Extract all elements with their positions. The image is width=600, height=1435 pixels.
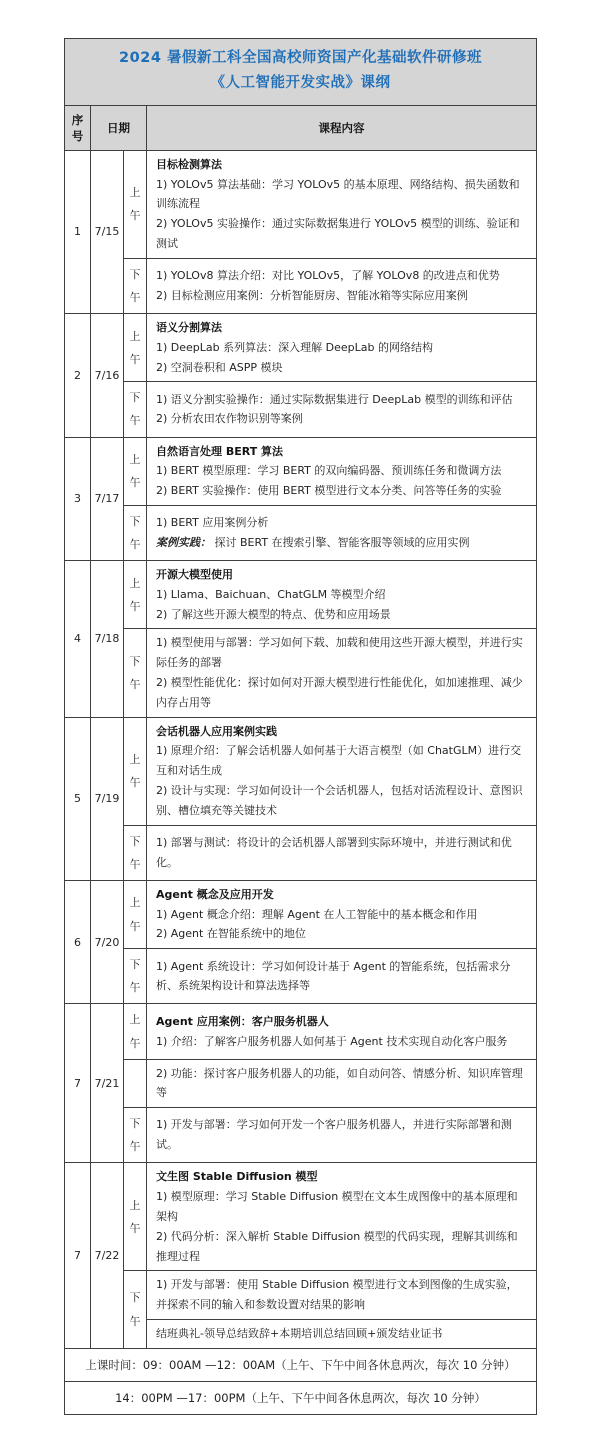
session-content-cell: [147, 949, 537, 1004]
session-content-cell: [147, 880, 537, 948]
schedule-subrow: [65, 505, 537, 560]
row-index-cell: 3: [65, 437, 91, 561]
session-am-label: 上 午: [124, 313, 147, 381]
session-content-cell: [147, 313, 537, 381]
schedule-body: [65, 39, 537, 1415]
session-am-label: 上 午: [124, 561, 147, 629]
session-item: 1) 介绍：了解客户服务机器人如何基于 Agent 技术实现自动化客户服务: [156, 1034, 508, 1048]
schedule-subrow: [65, 437, 537, 505]
schedule-subrow: [65, 629, 537, 717]
document-title-line2: 《人工智能开发实战》课纲: [210, 75, 391, 92]
session-pm-label: 下 午: [124, 505, 147, 560]
session-content-cell: [147, 437, 537, 505]
row-index-cell: 6: [65, 880, 91, 1004]
schedule-subrow: [65, 1059, 537, 1108]
session-am-label: 上 午: [124, 717, 147, 825]
document-title: [65, 39, 537, 106]
session-content-cell: [147, 382, 537, 437]
class-time-afternoon-text: 14：00PM —17：00PM（上午、下午中间各休息两次，每次 10 分钟）: [65, 1381, 537, 1414]
session-item: 1) BERT 模型原理：学习 BERT 的双向编码器、预训练任务和微调方法: [156, 464, 502, 478]
session-am-label: 上 午: [124, 150, 147, 258]
session-pm-label: 下 午: [124, 1271, 147, 1348]
session-title: 文生图 Stable Diffusion 模型: [156, 1170, 318, 1184]
session-item: 2) 了解这些开源大模型的特点、优势和应用场景: [156, 607, 391, 621]
session-title: 开源大模型使用: [156, 568, 233, 582]
schedule-subrow: [65, 382, 537, 437]
row-index-cell: 5: [65, 717, 91, 880]
session-pm-label: 下 午: [124, 258, 147, 313]
session-label-empty: [124, 1059, 147, 1108]
schedule-subrow: [65, 1108, 537, 1163]
session-item: 2) Agent 在智能系统中的地位: [156, 927, 306, 941]
class-time-row-morning: [65, 1348, 537, 1381]
date-cell: 7/21: [91, 1004, 124, 1163]
schedule-subrow: [65, 880, 537, 948]
schedule-subrow: [65, 561, 537, 629]
session-item: 2) 目标检测应用案例：分析智能厨房、智能冰箱等实际应用案例: [156, 288, 468, 302]
column-header-index: 序号: [65, 105, 91, 150]
session-item: 2) 空洞卷积和 ASPP 模块: [156, 360, 283, 374]
row-index-cell: 7: [65, 1163, 91, 1348]
session-title: Agent 应用案例：客户服务机器人: [156, 1014, 329, 1028]
session-item: 1) YOLOv8 算法介绍：对比 YOLOv5，了解 YOLOv8 的改进点和优势: [156, 269, 500, 283]
session-item: 1) 开发与部署：使用 Stable Diffusion 模型进行文本到图像的生成实验，并探索不同的输入和参数设置对结果的影响: [156, 1278, 518, 1312]
date-cell: 7/18: [91, 561, 124, 718]
session-title: Agent 概念及应用开发: [156, 887, 274, 901]
course-schedule-table: [64, 38, 537, 1415]
session-pm-label: 下 午: [124, 825, 147, 880]
column-header-date: 日期: [91, 105, 147, 150]
session-item: 1) DeepLab 系列算法：深入理解 DeepLab 的网络结构: [156, 340, 433, 354]
session-item: 1) 语义分割实验操作：通过实际数据集进行 DeepLab 模型的训练和评估: [156, 392, 513, 406]
row-index-cell: 2: [65, 313, 91, 437]
session-content-cell: [147, 1108, 537, 1163]
session-pm-label: 下 午: [124, 1108, 147, 1163]
session-item: 1) 原理介绍：了解会话机器人如何基于大语言模型（如 ChatGLM）进行交互和对话生成: [156, 744, 522, 778]
row-index-cell: 1: [65, 150, 91, 313]
schedule-subrow: [65, 717, 537, 825]
session-pm-label: 下 午: [124, 629, 147, 717]
date-cell: 7/20: [91, 880, 124, 1004]
date-cell: 7/22: [91, 1163, 124, 1348]
case-practice-label: 案例实践：: [156, 535, 211, 549]
session-item: 2) 代码分析：深入解析 Stable Diffusion 模型的代码实现，理解其训练和推理过程: [156, 1229, 518, 1263]
title-row: [65, 39, 537, 106]
date-cell: 7/17: [91, 437, 124, 561]
session-item: 1) Agent 概念介绍：理解 Agent 在人工智能中的基本概念和作用: [156, 907, 478, 921]
session-pm-label: 下 午: [124, 949, 147, 1004]
schedule-subrow: [65, 313, 537, 381]
date-cell: 7/16: [91, 313, 124, 437]
row-index-cell: 4: [65, 561, 91, 718]
session-pm-label: 下 午: [124, 382, 147, 437]
session-item: 2) YOLOv5 实验操作：通过实际数据集进行 YOLOv5 模型的训练、验证和测试: [156, 217, 520, 250]
session-title: 自然语言处理 BERT 算法: [156, 444, 284, 458]
session-content-cell: [147, 717, 537, 825]
session-content-cell: [147, 825, 537, 880]
session-item: 2) BERT 实验操作：使用 BERT 模型进行文本分类、问答等任务的实验: [156, 484, 502, 498]
session-item: 1) Llama、Baichuan、ChatGLM 等模型介绍: [156, 587, 386, 601]
row-index-cell: 7: [65, 1004, 91, 1163]
session-am-label: 上 午: [124, 1163, 147, 1271]
column-header-content: 课程内容: [147, 105, 537, 150]
document-title-line1: 2024 暑假新工科全国高校师资国产化基础软件研修班: [119, 50, 482, 66]
session-title: 语义分割算法: [156, 320, 222, 334]
session-am-label: 上 午: [124, 437, 147, 505]
session-item: 1) 模型原理：学习 Stable Diffusion 模型在文本生成图像中的基本原理和架构: [156, 1190, 518, 1223]
session-item: 案例实践： 探讨 BERT 在搜索引擎、智能客服等领域的应用实例: [156, 535, 470, 549]
session-item: 1) BERT 应用案例分析: [156, 516, 269, 530]
session-item: 2) 设计与实现：学习如何设计一个会话机器人，包括对话流程设计、意图识别、槽位填充等关键技术: [156, 784, 523, 817]
session-item: 1) 部署与测试：将设计的会话机器人部署到实际环境中，并进行测试和优化。: [156, 835, 512, 869]
date-cell: 7/19: [91, 717, 124, 880]
session-content-cell: [147, 561, 537, 629]
session-item: 2) 分析农田农作物识别等案例: [156, 412, 303, 426]
session-item: 2) 功能：探讨客户服务机器人的功能，如自动问答、情感分析、知识库管理等: [156, 1066, 523, 1100]
session-content-cell: [147, 505, 537, 560]
schedule-subrow: [65, 150, 537, 258]
session-content-cell: [147, 629, 537, 717]
session-am-label: 上 午: [124, 880, 147, 948]
session-item: 1) Agent 系统设计：学习如何设计基于 Agent 的智能系统，包括需求分析、系统架构设计和算法选择等: [156, 959, 511, 993]
schedule-subrow: [65, 258, 537, 313]
class-time-row-afternoon: [65, 1381, 537, 1414]
session-title: 目标检测算法: [156, 157, 222, 171]
schedule-subrow: [65, 825, 537, 880]
session-title: 会话机器人应用案例实践: [156, 724, 277, 738]
session-am-label: 上 午: [124, 1004, 147, 1059]
session-item: 1) YOLOv5 算法基础：学习 YOLOv5 的基本原理、网络结构、损失函数和训练流程: [156, 177, 520, 211]
schedule-subrow: [65, 1271, 537, 1320]
session-content-cell: [147, 150, 537, 258]
session-content-cell: [147, 1163, 537, 1271]
schedule-subrow: [65, 1163, 537, 1271]
schedule-subrow: [65, 1004, 537, 1059]
session-item: 1) 开发与部署：学习如何开发一个客户服务机器人，并进行实际部署和测试。: [156, 1118, 512, 1152]
column-header-row: [65, 105, 537, 150]
class-time-morning-text: 上课时间：09：00AM —12：00AM（上午、下午中间各休息两次，每次 10 分钟）: [65, 1348, 537, 1381]
session-item: 结班典礼-领导总结致辞+本期培训总结回顾+颁发结业证书: [156, 1326, 443, 1340]
session-content-cell: [147, 1004, 537, 1059]
session-item: 1) 模型使用与部署：学习如何下载、加载和使用这些开源大模型，并进行实际任务的部署: [156, 636, 523, 670]
session-content-cell: [147, 1059, 537, 1108]
session-content-cell: [147, 1271, 537, 1320]
session-content-cell: [147, 1319, 537, 1348]
date-cell: 7/15: [91, 150, 124, 313]
schedule-subrow: [65, 949, 537, 1004]
session-content-cell: [147, 258, 537, 313]
session-item: 2) 模型性能优化：探讨如何对开源大模型进行性能优化，如加速推理、减少内存占用等: [156, 676, 523, 709]
